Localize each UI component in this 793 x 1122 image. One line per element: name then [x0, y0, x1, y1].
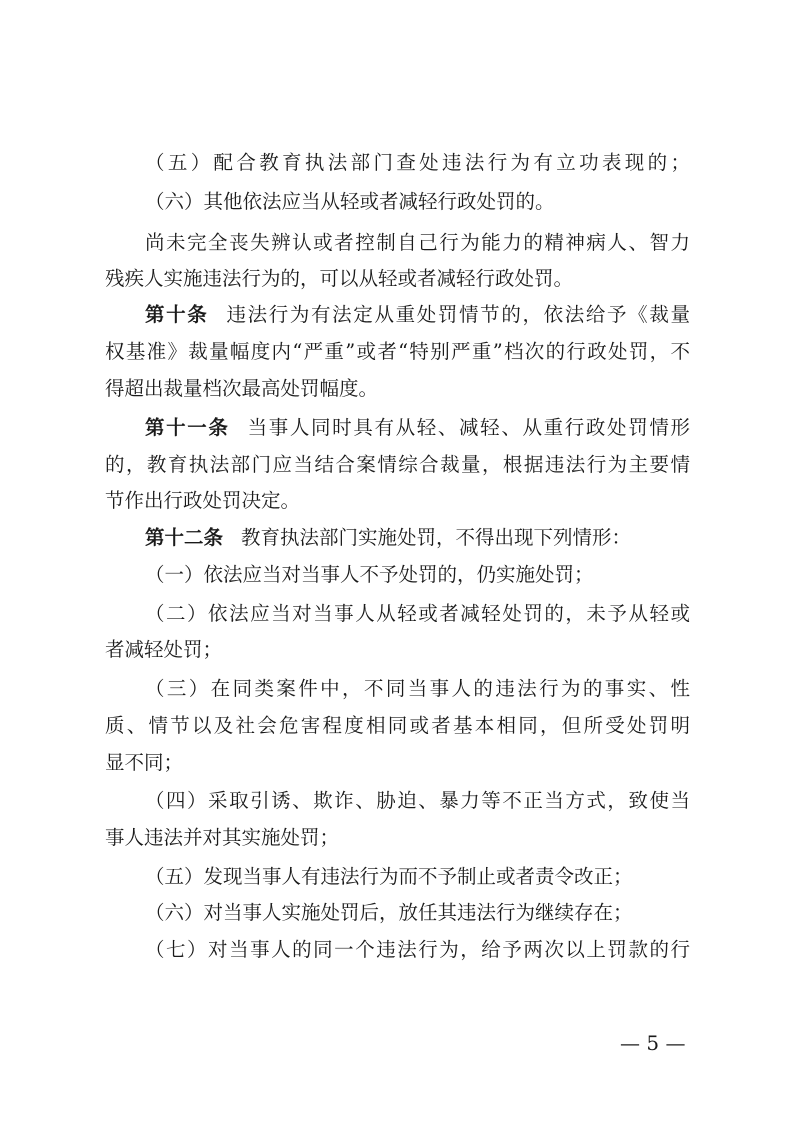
text-line: （四）采取引诱、欺诈、胁迫、暴力等不正当方式，致使当 [145, 789, 690, 812]
text-line: 显不同； [105, 751, 184, 774]
article-11-line [145, 413, 690, 443]
text-run: 违法行为有法定从重处罚情节的，依法给予《裁量 [226, 303, 690, 326]
text-line: （一）依法应当对当事人不予处罚的，仍实施处罚； [145, 563, 594, 586]
article-heading: 第十一条 [145, 416, 230, 439]
text-line: （七）对当事人的同一个违法行为，给予两次以上罚款的行 [145, 938, 690, 961]
text-run: 教育执法部门实施处罚，不得出现下列情形： [241, 526, 632, 549]
text-line: （六）其他依法应当从轻或者减轻行政处罚的。 [145, 190, 555, 213]
text-line: 者减轻处罚； [105, 638, 223, 661]
text-line: 残疾人实施违法行为的，可以从轻或者减轻行政处罚。 [105, 267, 574, 290]
text-line: 质、情节以及社会危害程度相同或者基本相同，但所受处罚明 [105, 714, 690, 737]
text-line: 事人违法并对其实施处罚； [105, 826, 340, 849]
text-line: 的，教育执法部门应当结合案情综合裁量，根据违法行为主要情 [105, 453, 690, 476]
text-run: 当事人同时具有从轻、减轻、从重行政处罚情形 [247, 416, 690, 439]
page-number: — 5 — [620, 1031, 686, 1055]
article-10-line [145, 300, 690, 330]
text-line: 节作出行政处罚决定。 [105, 489, 301, 512]
text-line: （二）依法应当对当事人从轻或者减轻处罚的，未予从轻或 [145, 602, 690, 625]
text-line: （六）对当事人实施处罚后，放任其违法行为继续存在； [145, 901, 633, 924]
text-line: 权基准》裁量幅度内“严重”或者“特别严重”档次的行政处罚，不 [105, 340, 690, 363]
article-heading: 第十二条 [145, 526, 224, 549]
article-heading: 第十条 [145, 303, 209, 326]
text-line: （五）配合教育执法部门查处违法行为有立功表现的； [145, 151, 690, 174]
text-line: 得超出裁量档次最高处罚幅度。 [105, 377, 379, 400]
text-line: （三）在同类案件中，不同当事人的违法行为的事实、性 [145, 677, 690, 700]
article-12-line [145, 523, 690, 553]
text-line: 尚未完全丧失辨认或者控制自己行为能力的精神病人、智力 [145, 231, 690, 254]
text-line: （五）发现当事人有违法行为而不予制止或者责令改正； [145, 865, 633, 888]
